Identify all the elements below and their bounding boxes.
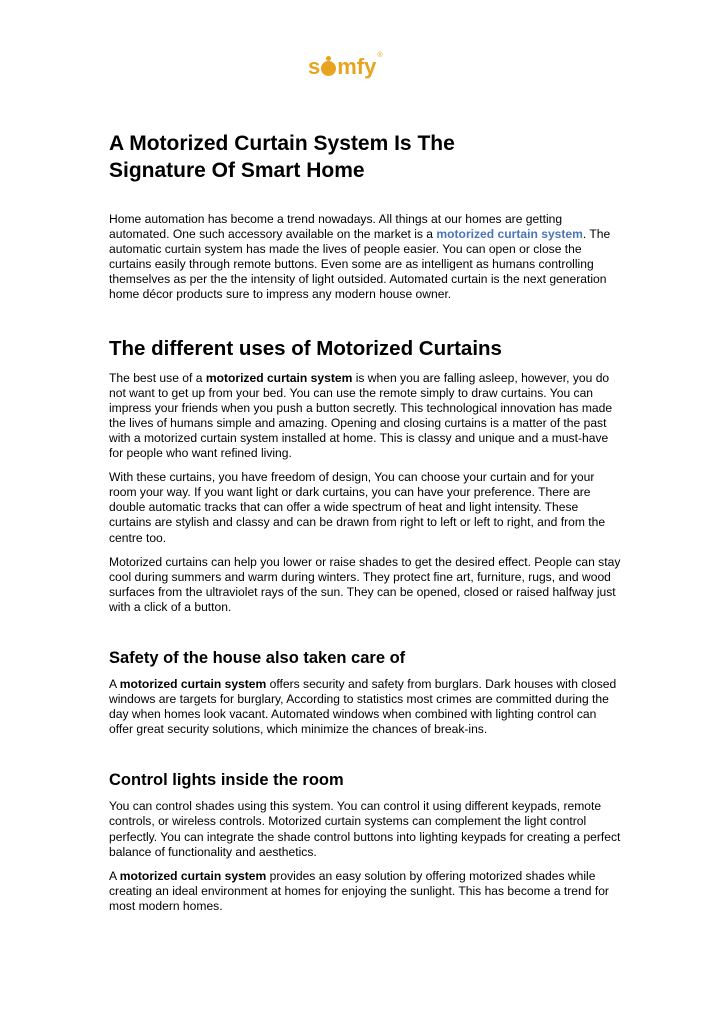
uses-paragraph-3: Motorized curtains can help you lower or raise shades to get the desired effect. People can stay cool during summers and warm during winters. They protect fine art, furniture, rugs, and wood surfaces from the ultraviolet rays of the sun. They can be opened, closed or raised halfway just with a click of a button. [109,554,621,614]
safety-bold: motorized curtain system [119,676,267,691]
uses-paragraph-2: With these curtains, you have freedom of design, You can choose your curtain and for your room your way. If you want light or dark curtains, you can have your preference. There are double automatic tracks that can offer a wide spectrum of heat and light intensity. These curtains are stylish and classy and can be drawn from right to left or left to right, and from the centre too. [109,470,606,545]
control-paragraph-1: You can control shades using this system. You can control it using different keypads, remote controls, or wireless controls. Motorized curtain systems can complement the light control perfectly. You can integrate the shade control buttons into lighting keypads for creating a perfect balance of functionality and aesthetics. [109,799,621,859]
uses-p1-after: is when you are falling asleep, however, you do not want to get up from your bed. You can use the remote simply to draw curtains. You can impress your friends when you push a button secretly. This technological innovation has made the lives of humans simple and amazing. Opening and closing curtains is a matter of the past with a motorized curtain system installed at home. This is classy and unique and a must-have for people who want refined living. [109,370,613,461]
section-heading-uses: The different uses of Motorized Curtains [109,336,502,360]
somfy-logo [308,52,383,78]
logo-text-post: mfy [337,54,377,79]
section-heading-safety: Safety of the house also taken care of [109,648,406,667]
control-paragraph-2 [109,869,621,914]
uses-paragraph-1 [109,371,621,462]
logo-o-mark-icon [321,61,336,76]
section-heading-control-lights: Control lights inside the room [109,771,344,790]
uses-p1-before: The best use of a [109,370,206,385]
logo-text-pre: s [308,54,321,79]
control-p2-after: provides an easy solution by offering motorized shades while creating an ideal environment at homes for enjoying the sunlight. This has become a trend for most modern homes. [109,868,609,913]
intro-text-before: Home automation has become a trend nowadays. All things at our homes are getting automated. One such accessory available on the market is a [109,212,563,242]
safety-paragraph [109,677,621,737]
control-p2-before: A [109,868,120,883]
logo-registered-mark: ® [377,52,383,59]
control-p2-bold: motorized curtain system [119,868,267,883]
intro-text-after: . The automatic curtain system has made the lives of people easier. You can open or close the curtains easily through remote buttons. Even some are as intelligent as humans controlling themselves as per the the intensity of light outsided. Automated curtain is the next generation home décor products sure to impress any modern house owner. [109,227,611,302]
uses-p1-bold: motorized curtain system [205,370,353,385]
article [109,130,621,914]
page-title: A Motorized Curtain System Is The Signature Of Smart Home [109,132,455,182]
motorized-curtain-system-link[interactable]: motorized curtain system [436,227,583,242]
safety-before: A [109,676,120,691]
safety-after: offers security and safety from burglars. Dark houses with closed windows are targets for burglary, According to statistics most crimes are committed during the day when homes look vacant. Automated windows when combined with lighting control can offer great security solutions, which minimize the chances of break-ins. [109,676,617,737]
intro-paragraph [109,212,621,303]
